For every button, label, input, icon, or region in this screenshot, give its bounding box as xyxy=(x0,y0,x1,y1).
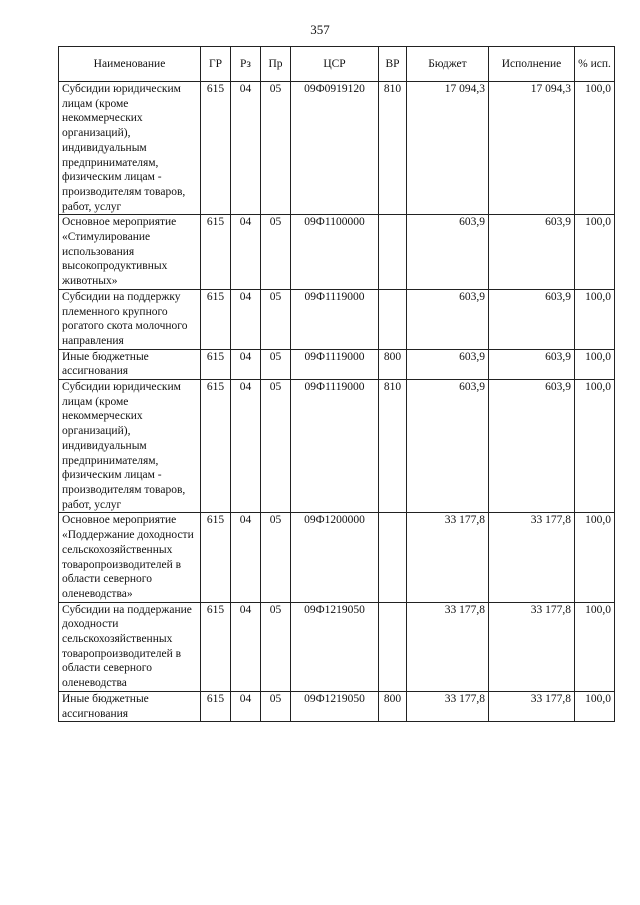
cell-budget: 33 177,8 xyxy=(407,602,489,691)
cell-percent: 100,0 xyxy=(575,691,615,721)
cell-name: Иные бюджетные ассигнования xyxy=(59,691,201,721)
cell-pr: 05 xyxy=(261,691,291,721)
cell-rz: 04 xyxy=(231,691,261,721)
cell-execution: 33 177,8 xyxy=(489,513,575,602)
cell-csr: 09Ф1219050 xyxy=(291,691,379,721)
cell-pr: 05 xyxy=(261,215,291,290)
cell-execution: 33 177,8 xyxy=(489,691,575,721)
table-row xyxy=(59,380,615,513)
cell-rz: 04 xyxy=(231,289,261,349)
header-pr: Пр xyxy=(261,47,291,82)
cell-percent: 100,0 xyxy=(575,513,615,602)
cell-execution: 17 094,3 xyxy=(489,82,575,215)
cell-rz: 04 xyxy=(231,380,261,513)
cell-pr: 05 xyxy=(261,513,291,602)
table-row xyxy=(59,602,615,691)
header-budget: Бюджет xyxy=(407,47,489,82)
header-csr: ЦСР xyxy=(291,47,379,82)
cell-gr: 615 xyxy=(201,215,231,290)
table-row xyxy=(59,349,615,379)
cell-percent: 100,0 xyxy=(575,82,615,215)
cell-gr: 615 xyxy=(201,513,231,602)
cell-csr: 09Ф1119000 xyxy=(291,380,379,513)
cell-budget: 603,9 xyxy=(407,349,489,379)
cell-rz: 04 xyxy=(231,215,261,290)
cell-csr: 09Ф0919120 xyxy=(291,82,379,215)
header-percent: % исп. xyxy=(575,47,615,82)
cell-percent: 100,0 xyxy=(575,602,615,691)
cell-execution: 603,9 xyxy=(489,215,575,290)
cell-name: Субсидии на поддержание доходности сельскохозяйственных товаропроизводителей в области северного оленеводства xyxy=(59,602,201,691)
cell-gr: 615 xyxy=(201,602,231,691)
table-row xyxy=(59,513,615,602)
cell-pr: 05 xyxy=(261,380,291,513)
cell-vr xyxy=(379,602,407,691)
table-body xyxy=(59,82,615,722)
cell-csr: 09Ф1200000 xyxy=(291,513,379,602)
cell-csr: 09Ф1119000 xyxy=(291,289,379,349)
cell-rz: 04 xyxy=(231,513,261,602)
cell-rz: 04 xyxy=(231,602,261,691)
cell-rz: 04 xyxy=(231,82,261,215)
header-vr: ВР xyxy=(379,47,407,82)
cell-pr: 05 xyxy=(261,349,291,379)
cell-name: Основное мероприятие «Стимулирование использования высокопродуктивных животных» xyxy=(59,215,201,290)
table-row xyxy=(59,82,615,215)
cell-gr: 615 xyxy=(201,82,231,215)
header-rz: Рз xyxy=(231,47,261,82)
cell-vr: 800 xyxy=(379,691,407,721)
header-name: Наименование xyxy=(59,47,201,82)
cell-execution: 33 177,8 xyxy=(489,602,575,691)
cell-pr: 05 xyxy=(261,82,291,215)
table-header-row xyxy=(59,47,615,82)
cell-gr: 615 xyxy=(201,691,231,721)
cell-budget: 17 094,3 xyxy=(407,82,489,215)
cell-name: Основное мероприятие «Поддержание доходности сельскохозяйственных товаропроизводителей в области северного оленеводства» xyxy=(59,513,201,602)
cell-percent: 100,0 xyxy=(575,215,615,290)
cell-budget: 603,9 xyxy=(407,289,489,349)
cell-name: Иные бюджетные ассигнования xyxy=(59,349,201,379)
cell-name: Субсидии юридическим лицам (кроме некоммерческих организаций), индивидуальным предпринимателям, физическим лицам - производителям товаров, работ, услуг xyxy=(59,380,201,513)
cell-vr: 810 xyxy=(379,82,407,215)
header-gr: ГР xyxy=(201,47,231,82)
table-row xyxy=(59,289,615,349)
header-execution: Исполнение xyxy=(489,47,575,82)
cell-name: Субсидии юридическим лицам (кроме некоммерческих организаций), индивидуальным предпринимателям, физическим лицам - производителям товаров, работ, услуг xyxy=(59,82,201,215)
cell-csr: 09Ф1119000 xyxy=(291,349,379,379)
page-number: 357 xyxy=(310,22,330,37)
cell-execution: 603,9 xyxy=(489,380,575,513)
budget-table xyxy=(58,46,615,722)
cell-vr xyxy=(379,215,407,290)
cell-pr: 05 xyxy=(261,602,291,691)
table-row xyxy=(59,691,615,721)
cell-budget: 33 177,8 xyxy=(407,691,489,721)
cell-vr xyxy=(379,289,407,349)
cell-gr: 615 xyxy=(201,289,231,349)
cell-budget: 603,9 xyxy=(407,380,489,513)
table-row xyxy=(59,215,615,290)
cell-rz: 04 xyxy=(231,349,261,379)
cell-percent: 100,0 xyxy=(575,349,615,379)
cell-execution: 603,9 xyxy=(489,289,575,349)
cell-execution: 603,9 xyxy=(489,349,575,379)
cell-vr xyxy=(379,513,407,602)
cell-name: Субсидии на поддержку племенного крупного рогатого скота молочного направления xyxy=(59,289,201,349)
cell-csr: 09Ф1100000 xyxy=(291,215,379,290)
cell-gr: 615 xyxy=(201,380,231,513)
cell-percent: 100,0 xyxy=(575,380,615,513)
cell-percent: 100,0 xyxy=(575,289,615,349)
cell-gr: 615 xyxy=(201,349,231,379)
cell-budget: 603,9 xyxy=(407,215,489,290)
cell-budget: 33 177,8 xyxy=(407,513,489,602)
cell-pr: 05 xyxy=(261,289,291,349)
cell-vr: 810 xyxy=(379,380,407,513)
cell-vr: 800 xyxy=(379,349,407,379)
cell-csr: 09Ф1219050 xyxy=(291,602,379,691)
